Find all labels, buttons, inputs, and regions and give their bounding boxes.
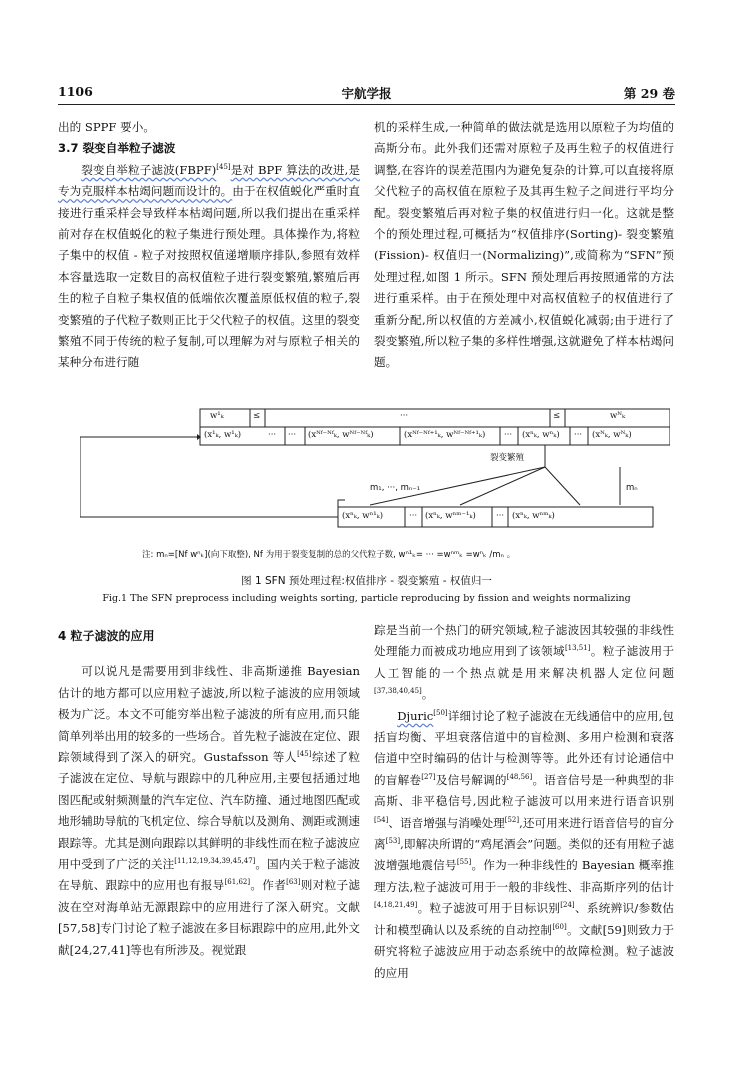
citation: [55]	[456, 858, 472, 867]
dots: ···	[400, 411, 409, 421]
dots: ···	[268, 430, 277, 440]
lower-left-column	[58, 620, 360, 961]
citation: [54]	[374, 815, 389, 824]
dots: ···	[574, 430, 583, 440]
upper-left-column	[58, 117, 360, 374]
page-header	[58, 84, 675, 102]
sfn-paragraph: 机的采样生成,一种简单的做法就是选用以原粒子为均值的高斯分布。此外我们还需对原粒子及再生粒子的权值进行调整,在容许的误差范围内为避免复杂的计算,可以直接将原父代粒子的高权值在原粒子及其再生粒子之间进行平均分配。裂变繁殖后再对粒子集的权值进行归一化。这就是整个的预处理过程,可概括为“权值排序(Sorting)- 裂变繁殖(Fission)- 权值归一(Normalizing)”,或简称为“SFN”预处理过程,如图 1 所示。SFN 预处理后再按照通常的方法进行重采样。由于在预处理中对高权值粒子的权值进行了重新分配,所以权值的方差减小,权值蜕化减弱;由于进行了裂变繁殖,所以粒子集的多样性增强,这就避免了样本枯竭问题。	[374, 120, 674, 370]
dots: ···	[409, 511, 418, 521]
citation: [37,38,40,45]	[374, 687, 422, 696]
lower-right-column	[374, 620, 674, 984]
citation: [24]	[560, 901, 575, 910]
communication-paragraph	[374, 706, 674, 984]
text-run: 则对粒子滤波在空对海单站无源跟踪中的应用进行了深入研究。文献[57,58]专门讨论了粒子滤波在多目标跟踪中的应用,此外文献[24,27,41]等也有所涉及。视觉跟	[58, 878, 360, 957]
text-run: 。国内关于粒子滤波在导航、跟踪中的应用也有报导	[58, 857, 360, 893]
header-rule	[58, 104, 675, 105]
citation: [27]	[421, 772, 436, 781]
child-pair-m1: (xⁿₖ, wⁿᵐ⁻¹ₖ)	[425, 511, 476, 521]
author-name: Djuric	[397, 708, 434, 723]
text-run: 。文献[59]则致力于研究将粒子滤波应用于动态系统中的故障检测。粒子滤波的应用	[374, 922, 674, 980]
pair-nf1: (xᴺᶠ⁻ᴺᶠ⁺¹ₖ, wᴺᶠ⁻ᴺᶠ⁺¹ₖ)	[404, 430, 486, 440]
citation: [45]	[297, 750, 312, 759]
text-run: 。作者	[250, 878, 287, 893]
figure-caption-cn: 图 1 SFN 预处理过程:权值排序 - 裂变繁殖 - 权值归一	[241, 575, 492, 587]
sfn-figure	[80, 405, 670, 565]
fission-label: 裂变繁殖	[490, 453, 525, 463]
text-run: 、语音增强与消噪处理	[388, 815, 505, 830]
pair-nf: (xᴺᶠ⁻ᴺᶠₖ, wᴺᶠ⁻ᴺᶠₖ)	[308, 430, 374, 440]
citation: [50]	[433, 708, 448, 717]
upper-right-column	[374, 117, 674, 374]
figure-caption-en: Fig.1 The SFN preprocess including weights sorting, particle reproducing by fission and weights normalizing	[102, 593, 631, 604]
leq-symbol: ≤	[253, 411, 261, 421]
pair-n: (xⁿₖ, wⁿₖ)	[522, 430, 560, 440]
m-label: m₁, ···, mₙ₋₁	[370, 483, 421, 493]
text-run: 。粒子滤波可用于目标识别	[417, 901, 561, 916]
leq-symbol: ≤	[553, 411, 561, 421]
citation: [63]	[286, 878, 301, 887]
text-run: 综述了粒子滤波在定位、导航与跟踪中的几种应用,主要包括通过地图匹配或射频测量的汽车定位、汽车防撞、通过地图匹配或地形辅助导航的飞机定位、综合导航以及测角、测距或测速跟踪等。尤其是测向跟踪以其鲜明的非线性而在粒子滤波应用中受到了广泛的关注	[58, 750, 360, 872]
dots: ···	[504, 430, 513, 440]
citation: [61,62]	[224, 878, 251, 887]
child-pair-1: (xⁿₖ, wⁿ¹ₖ)	[342, 511, 384, 521]
text-run: 。作为一种非线性的 Bayesian 概率推理方法,粒子滤波可用于一般的非线性、非高斯序列的估计	[374, 858, 674, 894]
figure-note: 注: mₙ=[Nf wⁿₖ](向下取整), Nf 为用于裂变复制的总的父代粒子数, wⁿ¹ₖ= ··· =wⁿᵐₖ =wⁿₖ /mₙ 。	[142, 550, 516, 560]
text-run: 可以说凡是需要用到非线性、非高斯递推 Bayesian 估计的地方都可以应用粒子滤波,所以粒子滤波的应用领域极为广泛。本文不可能穷举出粒子滤波的所有应用,而只能简单列举出用的较多的一些场合。首先粒子滤波在定位、跟踪领域得到了深入的研究。Gustafsson 等人	[58, 664, 360, 765]
figure-lines	[80, 405, 670, 545]
citation: [48,56]	[506, 772, 533, 781]
text-run: ,还可用来进行语音信号的盲分离	[374, 815, 674, 852]
dots: ···	[288, 430, 297, 440]
section-heading-3-7: 3.7 裂变自举粒子滤波	[58, 141, 176, 156]
citation: [45]	[216, 162, 231, 171]
fbpf-def: 是对 BPF 算法的改进,是专为克服样本枯竭问题而设计的。	[58, 162, 360, 199]
page-number: 1106	[58, 84, 93, 99]
fbpf-term: 裂变自举粒子滤波(FBPF)	[81, 162, 217, 177]
text-run: 及信号解调的	[435, 772, 507, 787]
tracking-paragraph	[374, 620, 674, 706]
text-run: ,即解决所谓的“鸡尾酒会”问题。类似的还有用粒子滤波增强地震信号	[374, 837, 674, 873]
citation: [60]	[552, 922, 567, 931]
dots: ···	[496, 511, 505, 521]
citation: [4,18,21,49]	[374, 901, 418, 910]
body-line: 出的 SPPF 要小。	[58, 120, 155, 134]
text-run: 踪是当前一个热门的研究领域,粒子滤波因其较强的非线性处理能力而被成功地应用到了该领域	[374, 623, 674, 659]
mn-label: mₙ	[626, 483, 638, 493]
citation: [13,51]	[564, 644, 591, 653]
applications-paragraph	[58, 661, 360, 961]
text-run: 详细讨论了粒子滤波在无线通信中的应用,包括盲均衡、平坦衰落信道中的盲检测、多用户检测和衰落信道中空时编码的估计与检测等等。此外还有讨论通信中的盲解卷	[374, 708, 674, 787]
text-run: 。	[421, 687, 434, 702]
section-heading-4: 4 粒子滤波的应用	[58, 629, 155, 643]
volume-number: 第 29 卷	[623, 86, 675, 101]
journal-name: 宇航学报	[341, 86, 392, 101]
weight-wN: wᴺₖ	[610, 411, 626, 421]
pair-N: (xᴺₖ, wᴺₖ)	[592, 430, 632, 440]
text-run: 。语音信号是一种典型的非高斯、非平稳信号,因此粒子滤波可以用来进行语音识别	[374, 772, 674, 809]
text-run: 。粒子滤波用于人工智能的一个热点就是用来解决机器人定位问题	[374, 644, 674, 680]
fbpf-paragraph	[58, 160, 360, 374]
fbpf-body: 由于在权值蜕化严重时直接进行重采样会导致样本枯竭问题,所以我们提出在重采样前对存在权值蜕化的粒子集进行预处理。具体操作为,将粒子集中的权值 - 粒子对按照权值递增顺序排队,参照有效样本容量选取一定数目的高权值粒子进行裂变繁殖,繁殖后再生的粒子自粒子集权值的低端依次覆盖原低权值的粒子,裂变繁殖的子代粒子数则正比于父代粒子的权值。这里的裂变繁殖不同于传统的粒子复制,可以理解为对与原粒子相关的某种分布进行随	[58, 184, 360, 370]
child-pair-m: (xⁿₖ, wⁿᵐₖ)	[512, 511, 555, 521]
pair-1: (x¹ₖ, w¹ₖ)	[204, 430, 242, 440]
weight-w1: w¹ₖ	[210, 411, 224, 421]
text-run: 、系统辨识/参数估计和模型确认以及系统的自动控制	[374, 901, 674, 937]
citation: [52]	[504, 815, 520, 824]
citation: [53]	[385, 837, 401, 846]
citation: [11,12,19,34,39,45,47]	[174, 857, 256, 866]
